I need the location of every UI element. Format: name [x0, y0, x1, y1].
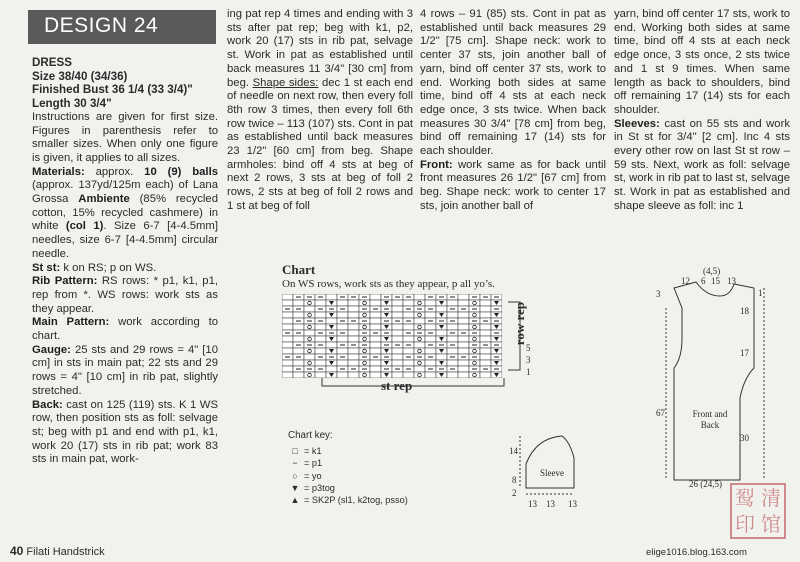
sleeves-label: Sleeves:: [614, 117, 660, 130]
key-label: = p3tog: [304, 482, 335, 493]
stamp-char: 清: [761, 486, 781, 510]
sleeve-dim-8: 8: [512, 475, 517, 485]
front-back-label: Front and Back: [692, 409, 728, 430]
key-symbol: ○: [292, 470, 298, 481]
column-2: [227, 8, 413, 214]
sleeve-dim-bottom-3: 13: [568, 499, 577, 509]
chart-key-title: Chart key:: [288, 430, 333, 441]
key-label: = p1: [304, 458, 323, 469]
key-item: [288, 470, 498, 482]
key-symbol: □: [292, 446, 298, 457]
column-1-paragraph: [32, 262, 218, 276]
neck-drop-label: (4,5): [703, 266, 721, 276]
front-paragraph: [420, 159, 606, 214]
column-3: [420, 8, 606, 214]
column-4: [614, 8, 790, 214]
seal-stamp: [730, 483, 786, 539]
chart-key-list: [288, 445, 498, 506]
page-footer: [10, 544, 105, 558]
section-label: Gauge:: [32, 343, 71, 356]
sleeve-dim-14: 14: [509, 446, 518, 456]
publication-name: Filati Handstrick: [26, 546, 105, 558]
design-title: DESIGN 24: [28, 10, 216, 44]
neck-dim-6: 6: [701, 276, 706, 286]
section-text: 25 sts and 29 rows = 4" [10 cm] in sts in main pat; 22 sts and 29 rows = 4" [10 cm] in rib pat, slightly stretched.: [32, 343, 218, 397]
column-3-text: [420, 8, 606, 159]
key-symbol: ▲: [290, 494, 300, 505]
section-label: Rib Pattern:: [32, 275, 98, 288]
right-dim-1: 1: [758, 288, 763, 298]
back-neck-text: 4 rows – 91 (85) sts. Cont in pat as established until back measures 29 1/2" [75 cm]. Shape neck: work to center 37 sts, join another ball of yarn, bind off center 37 sts, work to end. Working both sides at same time, bind off 4 sts at each neck edge once, 3 sts twice. When back measures 30 3/4" [78 cm] from beg, bind off remaining 17 (14) sts for each shoulder.: [420, 8, 606, 158]
column-1-body: [32, 111, 218, 467]
size-line: Size 38/40 (34/36): [32, 69, 128, 83]
sleeve-dim-bottom-1: 13: [528, 499, 537, 509]
section-text: approx.: [84, 165, 145, 178]
stamp-char: 印: [735, 512, 755, 536]
row-repeat-label: row rep: [512, 302, 527, 346]
section-label: Ambiente: [78, 193, 130, 206]
shoulder-dim-13: 13: [727, 276, 736, 286]
stitch-repeat-label: st rep: [381, 378, 413, 393]
section-label: 10 (9) balls: [144, 165, 218, 178]
chart-subtitle: On WS rows, work sts as they appear, p all yo’s.: [282, 278, 495, 290]
front-text: work same as for back until front measures 26 1/2" [67 cm] from beg. Shape neck: work to center 17 sts, join another ball of: [420, 158, 606, 212]
shoulder-drop-3: 3: [656, 289, 661, 299]
section-label: St st:: [32, 261, 61, 274]
key-label: = k1: [304, 446, 322, 457]
shape-sides-text: dec 1 st each end of needle on next row, then every foll 8th row 3 times, then every foll 6th row twice – 113 (107) sts. Cont in pat as established until back measures 23 1/2" [60 cm] from beg. Shape armholes: bind off 4 sts at beg of next 2 rows, 3 sts at beg of foll 2 rows, 2 sts at beg of foll 2 rows and 1 st at beg of foll: [227, 76, 413, 212]
key-item: [288, 445, 498, 457]
section-text: (85% recycled cotton, 15% recycled cashmere) in white: [32, 193, 218, 233]
section-text: work according to chart.: [32, 316, 218, 343]
neck-dim-15: 15: [711, 276, 720, 286]
right-dim-18: 18: [740, 306, 749, 316]
section-text: cast on 125 (119) sts. K 1 WS row, then position sts as foll: selvage st; beg with p1 and end with p1, k1, work 20 (17) sts in rib pat; work 83 sts in main pat, work-: [32, 398, 218, 466]
section-text: RS rows: * p1, k1, p1, rep from *. WS rows: work sts as they appear.: [32, 275, 218, 315]
column-2-text: [227, 8, 413, 214]
front-back-schematic: [660, 268, 770, 490]
back-continued: ing pat rep 4 times and ending with 3 sts after pat rep; beg with k1, p2, work 20 (17) sts in rib pat, selvage st. Work in pat as established until back measures 11 3/4" [30 cm] from beg.: [227, 8, 413, 89]
section-text: (approx. 137yd/125m each) of Lana Grossa: [32, 179, 218, 206]
sleeve-dim-2: 2: [512, 488, 517, 498]
key-item: [288, 482, 498, 494]
shape-sides-label: Shape sides:: [252, 76, 319, 89]
row-number-5: 5: [526, 343, 531, 353]
column-1-paragraph: [32, 166, 218, 262]
right-dim-30: 30: [740, 433, 749, 443]
knitting-chart: [268, 258, 540, 402]
section-label: Materials:: [32, 165, 85, 178]
column-1: [32, 56, 218, 467]
front-neck-text: yarn, bind off center 17 sts, work to end. Working both sides at same time, bind off 4 sts at each neck edge once, 3 sts once, 2 sts twice and 1 st 9 times. When same length as back to shoulders, bind off remaining 17 (14) sts for each shoulder.: [614, 8, 790, 116]
column-1-paragraph: [32, 316, 218, 343]
section-text: Instructions are given for first size. Figures in parenthesis refer to smaller sizes. When only one figure is given, it applies to all sizes.: [32, 110, 218, 164]
right-dim-17: 17: [740, 348, 749, 358]
stamp-char: 馆: [761, 512, 781, 536]
key-symbol: ▼: [290, 482, 300, 493]
row-number-3: 3: [526, 355, 531, 365]
shoulder-dim-12: 12: [681, 276, 690, 286]
stamp-char: 䴕: [735, 486, 755, 510]
column-1-paragraph: [32, 344, 218, 399]
section-text: k on RS; p on WS.: [60, 261, 157, 274]
section-label: Back:: [32, 398, 63, 411]
dress-heading: DRESS: [32, 56, 72, 69]
section-label: (col 1): [65, 220, 104, 233]
bust-line: Finished Bust 36 1/4 (33 3/4)": [32, 83, 193, 97]
key-item: [288, 494, 498, 506]
key-item: [288, 457, 498, 469]
page-number: 40: [10, 544, 24, 558]
width-dim-26: 26 (24,5): [689, 479, 722, 489]
column-1-paragraph: [32, 399, 218, 468]
watermark-url: elige1016.blog.163.com: [646, 547, 747, 558]
column-4-text: [614, 8, 790, 118]
section-label: Main Pattern:: [32, 316, 110, 329]
key-symbol: −: [292, 458, 298, 469]
front-label: Front:: [420, 158, 453, 171]
key-label: = yo: [304, 470, 322, 481]
sleeve-dim-bottom-2: 13: [546, 499, 555, 509]
row-number-1: 1: [526, 367, 531, 377]
chart-title: Chart: [282, 262, 316, 277]
length-dim-67: 67: [656, 408, 665, 418]
column-1-paragraph: [32, 111, 218, 166]
chart-key: [288, 430, 498, 506]
column-1-paragraph: [32, 275, 218, 316]
sleeve-label: Sleeve: [540, 468, 564, 478]
length-line: Length 30 3/4": [32, 97, 112, 111]
key-label: = SK2P (sl1, k2tog, psso): [304, 494, 408, 505]
sleeves-text: cast on 55 sts and work in St st for 3/4" [2 cm]. Inc 4 sts every other row on last St st row – 59 sts. Next, work as foll: selvage st, work in rib pat to last st, selvage st. Work in pat as established and shape sleeve as foll: inc 1: [614, 117, 790, 212]
section-text: . Size 6-7 [4-4.5mm] needles, size 6-7 [4-4.5mm] circular needle.: [32, 220, 218, 260]
sleeves-paragraph: [614, 118, 790, 214]
